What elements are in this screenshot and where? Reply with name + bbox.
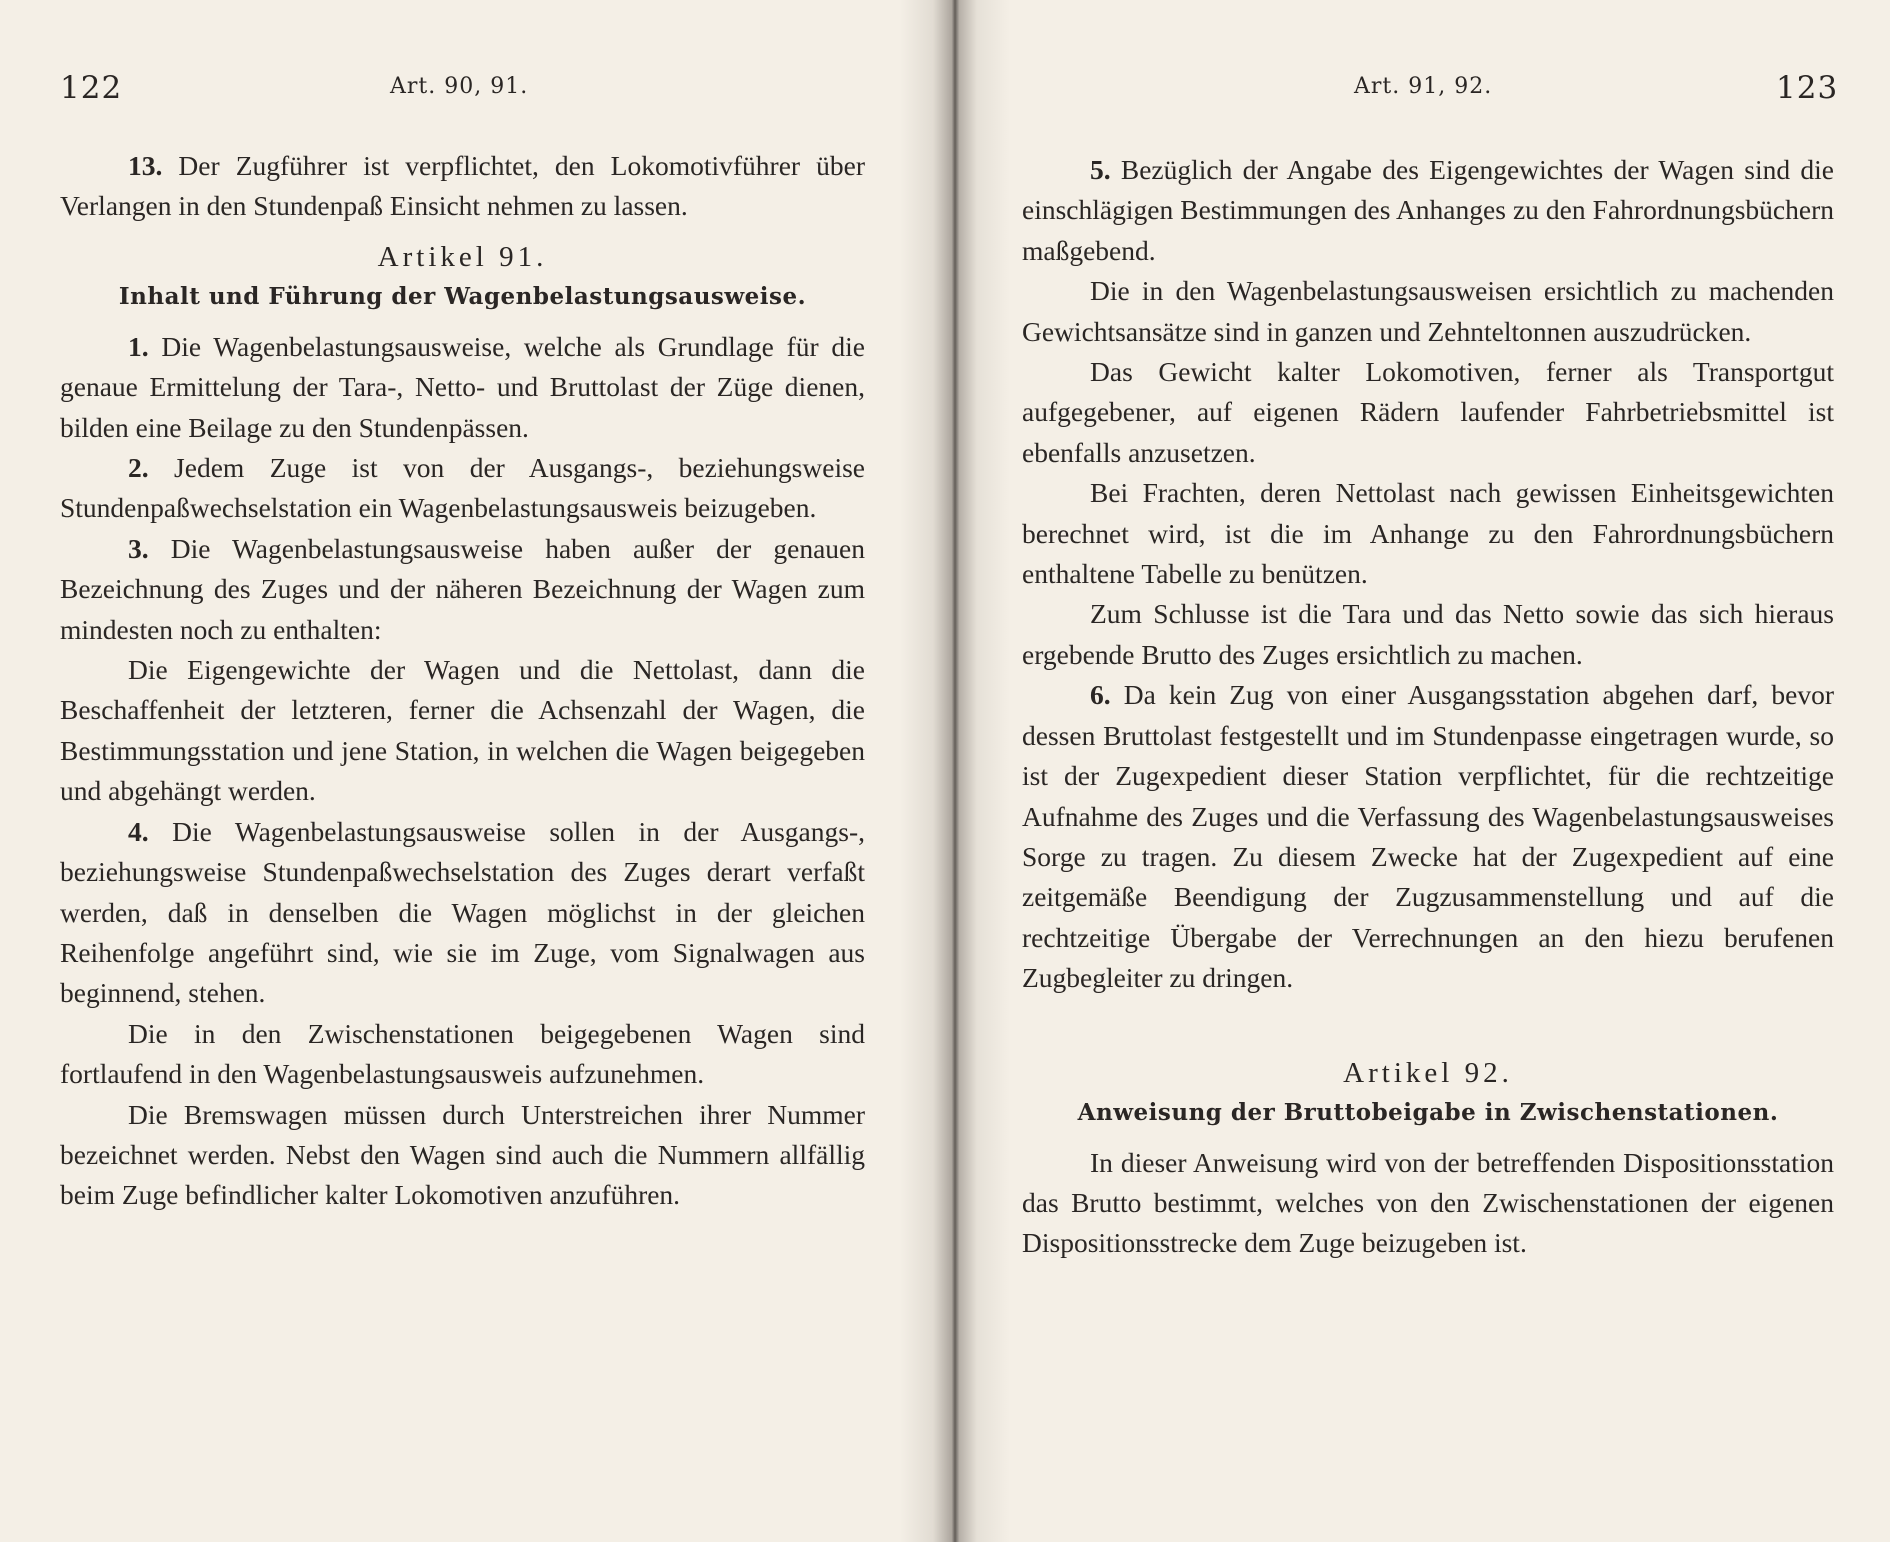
running-head: Art. 90, 91. [390,74,529,99]
paragraph: 3. Die Wagenbelastungsausweise haben außer der genauen Bezeichnung des Zuges und der näheren Bezeichnung der Wagen zum mindesten noch zu enthalten: [60,532,865,645]
spacer [1022,999,1834,1043]
page-body [60,146,865,1216]
paragraph: Die in den Zwischenstationen beigegebenen Wagen sind fortlaufend in den Wagenbelastungsausweis aufzunehmen. [60,1017,865,1090]
running-head: Art. 91, 92. [1354,74,1493,99]
paragraph: 5. Bezüglich der Angabe des Eigengewichtes der Wagen sind die einschlägigen Bestimmungen des Anhanges zu den Fahrordnungsbüchern maßgebend. [1022,154,1834,266]
page-number: 122 [60,70,123,106]
page-body [1022,150,1834,1264]
right-page [950,0,1890,1542]
article-heading: Artikel 91. [377,240,548,273]
paragraph: Die Eigengewichte der Wagen und die Nettolast, dann die Beschaffenheit der letzteren, ferner die Achsenzahl der Wagen, die Bestimmungsstation und jene Station, in welchen die Wagen beigegeben und abgehängt werden. [60,654,865,807]
article-title: Inhalt und Führung der Wagenbelastungsausweise. [118,282,807,310]
paragraph: Die Bremswagen müssen durch Unterstreichen ihrer Nummer bezeichnet werden. Nebst den Wagen sind auch die Nummern allfällig beim Zuge befindlicher kalter Lokomotiven anzuführen. [60,1098,865,1211]
paragraph: 4. Die Wagenbelastungsausweise sollen in der Ausgangs-, beziehungsweise Stundenpaßwechselstation des Zuges derart verfaßt werden, daß in denselben die Wagen möglichst in der gleichen Reihenfolge angeführt sind, wie sie im Zuge, vom Signalwagen aus beginnend, stehen. [60,815,865,1009]
paragraph: Das Gewicht kalter Lokomotiven, ferner als Transportgut aufgegebener, auf eigenen Rädern laufender Fahrbetriebsmittel ist ebenfalls anzusetzen. [1022,356,1834,468]
article-title: Anweisung der Bruttobeigabe in Zwischenstationen. [1077,1098,1779,1126]
paragraph: Zum Schlusse ist die Tara und das Netto sowie das sich hieraus ergebende Brutto des Zuges ersichtlich zu machen. [1022,598,1834,670]
paragraph: 13. Der Zugführer ist verpflichtet, den Lokomotivführer über Verlangen in den Stundenpaß Einsicht nehmen zu lassen. [60,150,865,222]
article-heading: Artikel 92. [1343,1056,1513,1089]
paragraph: In dieser Anweisung wird von der betreffenden Dispositionsstation das Brutto bestimmt, welches von den Zwischenstationen der eigenen Dispositionsstrecke dem Zuge beizugeben ist. [1022,1146,1834,1259]
paragraph: 6. Da kein Zug von einer Ausgangsstation abgehen darf, bevor dessen Bruttolast festgestellt und im Stundenpasse eingetragen wurde, so ist der Zugexpedient dieser Station verpflichtet, für die rechtzeitige Aufnahme des Zuges und die Verfassung des Wagenbelastungsausweises Sorge zu tragen. Zu diesem Zwecke hat der Zugexpedient auf eine zeitgemäße Beendigung der Zugzusammenstellung und auf die rechtzeitige Übergabe der Verrechnungen an den hiezu berufenen Zugbegleiter zu dringen. [1022,679,1834,994]
paragraph: Bei Frachten, deren Nettolast nach gewissen Einheitsgewichten berechnet wird, ist die im Anhange zu den Fahrordnungsbüchern enthaltene Tabelle zu benützen. [1022,477,1834,590]
paragraph: 2. Jedem Zuge ist von der Ausgangs-, beziehungsweise Stundenpaßwechselstation ein Wagenbelastungsausweis beizugeben. [60,452,865,524]
page-number: 123 [1776,70,1839,106]
paragraph: 1. Die Wagenbelastungsausweise, welche als Grundlage für die genaue Ermittelung der Tara-, Netto- und Bruttolast der Züge dienen, bilden eine Beilage zu den Stundenpässen. [60,330,865,443]
paragraph: Die in den Wagenbelastungsausweisen ersichtlich zu machenden Gewichtsansätze sind in ganzen und Zehnteltonnen auszudrücken. [1022,275,1834,347]
